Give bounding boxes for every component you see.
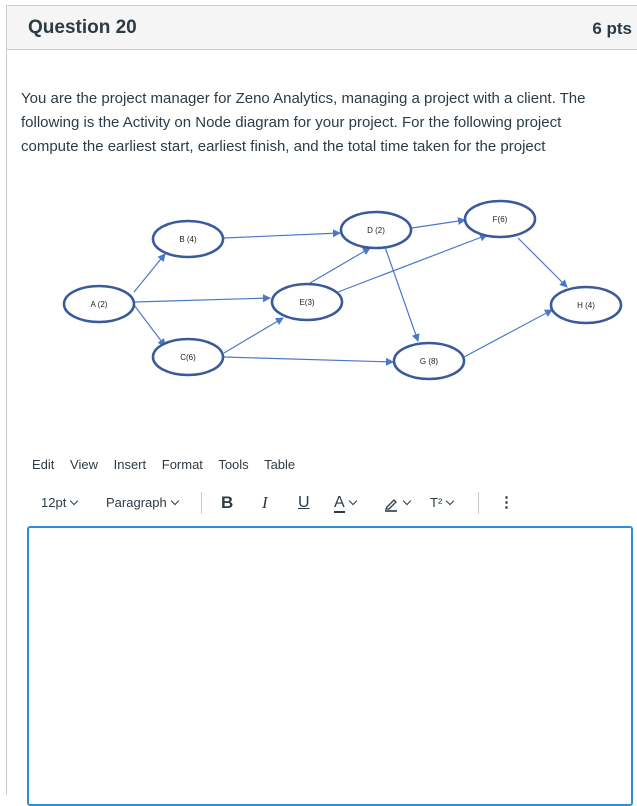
menu-tools[interactable]: Tools bbox=[218, 457, 249, 472]
rich-text-editor-area[interactable] bbox=[27, 526, 633, 806]
arrow-e-d bbox=[310, 248, 370, 283]
menu-table[interactable]: Table bbox=[264, 457, 296, 472]
node-c-label: C(6) bbox=[180, 353, 196, 362]
font-size-dropdown[interactable] bbox=[41, 492, 77, 514]
chevron-down-icon bbox=[348, 497, 356, 505]
node-h-label: H (4) bbox=[577, 301, 595, 310]
more-options-button[interactable] bbox=[499, 492, 514, 514]
arrow-d-g bbox=[385, 247, 418, 341]
arrow-c-e bbox=[224, 318, 283, 353]
more-vertical-icon: ⋮ bbox=[499, 494, 514, 511]
superscript-icon: T² bbox=[430, 495, 443, 510]
arrow-a-b bbox=[134, 254, 165, 292]
italic-button[interactable] bbox=[262, 492, 268, 514]
toolbar-divider bbox=[478, 492, 479, 514]
arrow-f-h bbox=[518, 238, 567, 287]
bold-button[interactable] bbox=[221, 492, 233, 514]
block-format-dropdown[interactable] bbox=[106, 492, 178, 514]
italic-icon: I bbox=[262, 493, 268, 512]
highlighter-icon bbox=[383, 496, 399, 512]
underline-icon: U bbox=[298, 494, 310, 511]
question-text: You are the project manager for Zeno Analytics, managing a project with a client. The following is the Activity on Node diagram for your project. For the following project compute the earliest start, earliest finish, and the total time taken for the project bbox=[21, 90, 586, 155]
arrow-a-c bbox=[134, 305, 165, 346]
arrow-a-e bbox=[135, 298, 270, 302]
chevron-down-icon bbox=[170, 497, 178, 505]
node-a-label: A (2) bbox=[90, 300, 108, 309]
node-b-label: B (4) bbox=[179, 235, 197, 244]
node-g-label: G (8) bbox=[419, 357, 439, 366]
chevron-down-icon bbox=[446, 497, 454, 505]
node-d-label: D (2) bbox=[367, 226, 385, 235]
node-f-label: F(6) bbox=[492, 215, 508, 224]
text-color-icon: A bbox=[334, 494, 345, 511]
arrow-g-h bbox=[464, 310, 552, 357]
text-color-button[interactable] bbox=[334, 492, 356, 514]
question-title: Question 20 bbox=[28, 17, 137, 38]
menu-insert[interactable]: Insert bbox=[113, 457, 147, 472]
font-size-value: 12pt bbox=[41, 495, 67, 510]
arrow-d-f bbox=[412, 220, 465, 228]
menu-view[interactable]: View bbox=[70, 457, 98, 472]
node-e-label: E(3) bbox=[299, 298, 315, 307]
bold-icon: B bbox=[221, 493, 234, 512]
menu-format[interactable]: Format bbox=[161, 457, 203, 472]
block-format-value: Paragraph bbox=[106, 495, 167, 510]
superscript-button[interactable] bbox=[430, 492, 453, 514]
highlight-color-button[interactable] bbox=[383, 492, 410, 514]
chevron-down-icon bbox=[403, 497, 411, 505]
arrow-b-d bbox=[224, 233, 340, 238]
chevron-down-icon bbox=[70, 497, 78, 505]
toolbar-divider bbox=[201, 492, 202, 514]
arrow-c-g bbox=[224, 357, 393, 362]
menu-edit[interactable]: Edit bbox=[32, 457, 55, 472]
editor-menubar bbox=[32, 457, 307, 472]
question-points: 6 pts bbox=[592, 19, 632, 38]
underline-button[interactable] bbox=[298, 492, 310, 514]
